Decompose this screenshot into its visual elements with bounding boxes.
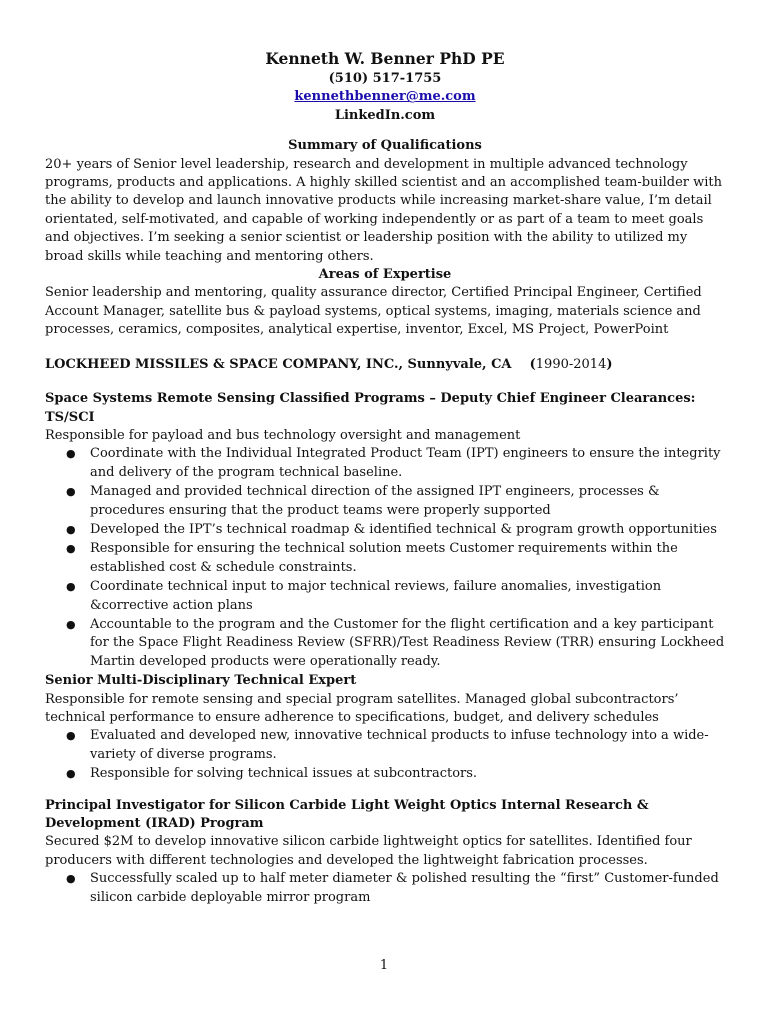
bullet-text: Accountable to the program and the Customer for the flight certification and a key participant for the Space Flight Readiness Review (SFRR)/Test Readiness Review (TRR) ensuring Lockheed Martin developed products were operationally ready. (90, 616, 725, 669)
role-description: Responsible for payload and bus technology oversight and management (45, 427, 521, 443)
bullet-text: Managed and provided technical direction of the assigned IPT engineers, processes & procedures ensuring that the product teams were properly supported (90, 484, 660, 518)
candidate-name: Kenneth W. Benner PhD PE (265, 49, 505, 68)
bullet-icon: ● (66, 872, 76, 886)
role-section (45, 797, 725, 907)
expertise-text: Senior leadership and mentoring, quality assurance director, Certified Principal Engineer, Certified Account Manager, satellite bus & payload systems, optical systems, imaging, materials science and processes, ceramics, composites, analytical expertise, inventor, Excel, MS Project, PowerPoint (45, 285, 702, 338)
employer-years: 1990-2014 (535, 356, 607, 372)
summary-heading: Summary of Qualifications (288, 138, 482, 154)
list-item (45, 578, 725, 615)
bullet-icon: ● (66, 729, 76, 743)
bullet-text: Responsible for solving technical issues at subcontractors. (90, 766, 478, 782)
bullet-icon: ● (66, 617, 76, 631)
bullet-text: Coordinate with the Individual Integrated Product Team (IPT) engineers to ensure the integrity and delivery of the program technical baseline. (90, 446, 721, 480)
bullet-text: Responsible for ensuring the technical solution meets Customer requirements within the established cost & schedule constraints. (90, 541, 678, 575)
list-item (45, 870, 725, 907)
list-item (45, 540, 725, 577)
list-item (45, 521, 725, 539)
linkedin-text: LinkedIn.com (334, 107, 436, 123)
role-description: Responsible for remote sensing and special program satellites. Managed global subcontractors’ technical performance to ensure adherence to specifications, budget, and delivery schedules (45, 691, 679, 725)
email-link[interactable]: kennethbenner@me.com (294, 89, 476, 105)
role-title: Space Systems Remote Sensing Classified Programs – Deputy Chief Engineer Clearances: TS/SCI (45, 391, 696, 425)
phone-number: (510) 517-1755 (328, 71, 442, 86)
page-number: 1 (379, 958, 389, 973)
role-description: Secured $2M to develop innovative silicon carbide lightweight optics for satellites. Identified four producers with different technologies and developed the lightweight fabrication processes. (45, 834, 692, 868)
list-item (45, 483, 725, 520)
role-section (45, 672, 725, 783)
list-item (45, 765, 725, 783)
list-item (45, 445, 725, 482)
bullet-icon: ● (66, 447, 76, 461)
employer-name: LOCKHEED MISSILES & SPACE COMPANY, INC., Sunnyvale, CA (45, 356, 512, 372)
employer-line (45, 356, 725, 374)
list-item (45, 727, 725, 764)
bullet-icon: ● (66, 580, 76, 594)
role-bullet-list (45, 727, 725, 783)
list-item (45, 616, 725, 671)
bullet-icon: ● (66, 767, 76, 781)
role-section (45, 390, 725, 671)
role-bullet-list (45, 870, 725, 907)
bullet-icon: ● (66, 485, 76, 499)
bullet-text: Evaluated and developed new, innovative technical products to infuse technology into a wide-variety of diverse programs. (90, 728, 709, 762)
expertise-heading: Areas of Expertise (318, 267, 452, 283)
bullet-icon: ● (66, 542, 76, 556)
employer-years-open: ( (529, 356, 536, 372)
employer-years-close: ) (606, 356, 613, 372)
role-bullet-list (45, 445, 725, 671)
resume-page (45, 48, 725, 908)
role-title: Senior Multi-Disciplinary Technical Expert (45, 673, 357, 689)
role-title: Principal Investigator for Silicon Carbide Light Weight Optics Internal Research & Development (IRAD) Program (45, 797, 649, 832)
bullet-icon: ● (66, 522, 76, 536)
bullet-text: Developed the IPT’s technical roadmap & identified technical & program growth opportunities (90, 521, 717, 537)
bullet-text: Coordinate technical input to major technical reviews, failure anomalies, investigation &corrective action plans (90, 579, 662, 613)
bullet-text: Successfully scaled up to half meter diameter & polished resulting the “first” Customer-funded silicon carbide deployable mirror program (90, 871, 719, 905)
summary-text: 20+ years of Senior level leadership, research and development in multiple advanced technology programs, products and applications. A highly skilled scientist and an accomplished team-builder with the ability to develop and launch innovative products while increasing market-share value, I’m detail orientated, self-motivated, and capable of working independently or as part of a team to meet goals and objectives. I’m seeking a senior scientist or leadership position with the ability to utilized my broad skills while teaching and mentoring others. (45, 156, 723, 264)
